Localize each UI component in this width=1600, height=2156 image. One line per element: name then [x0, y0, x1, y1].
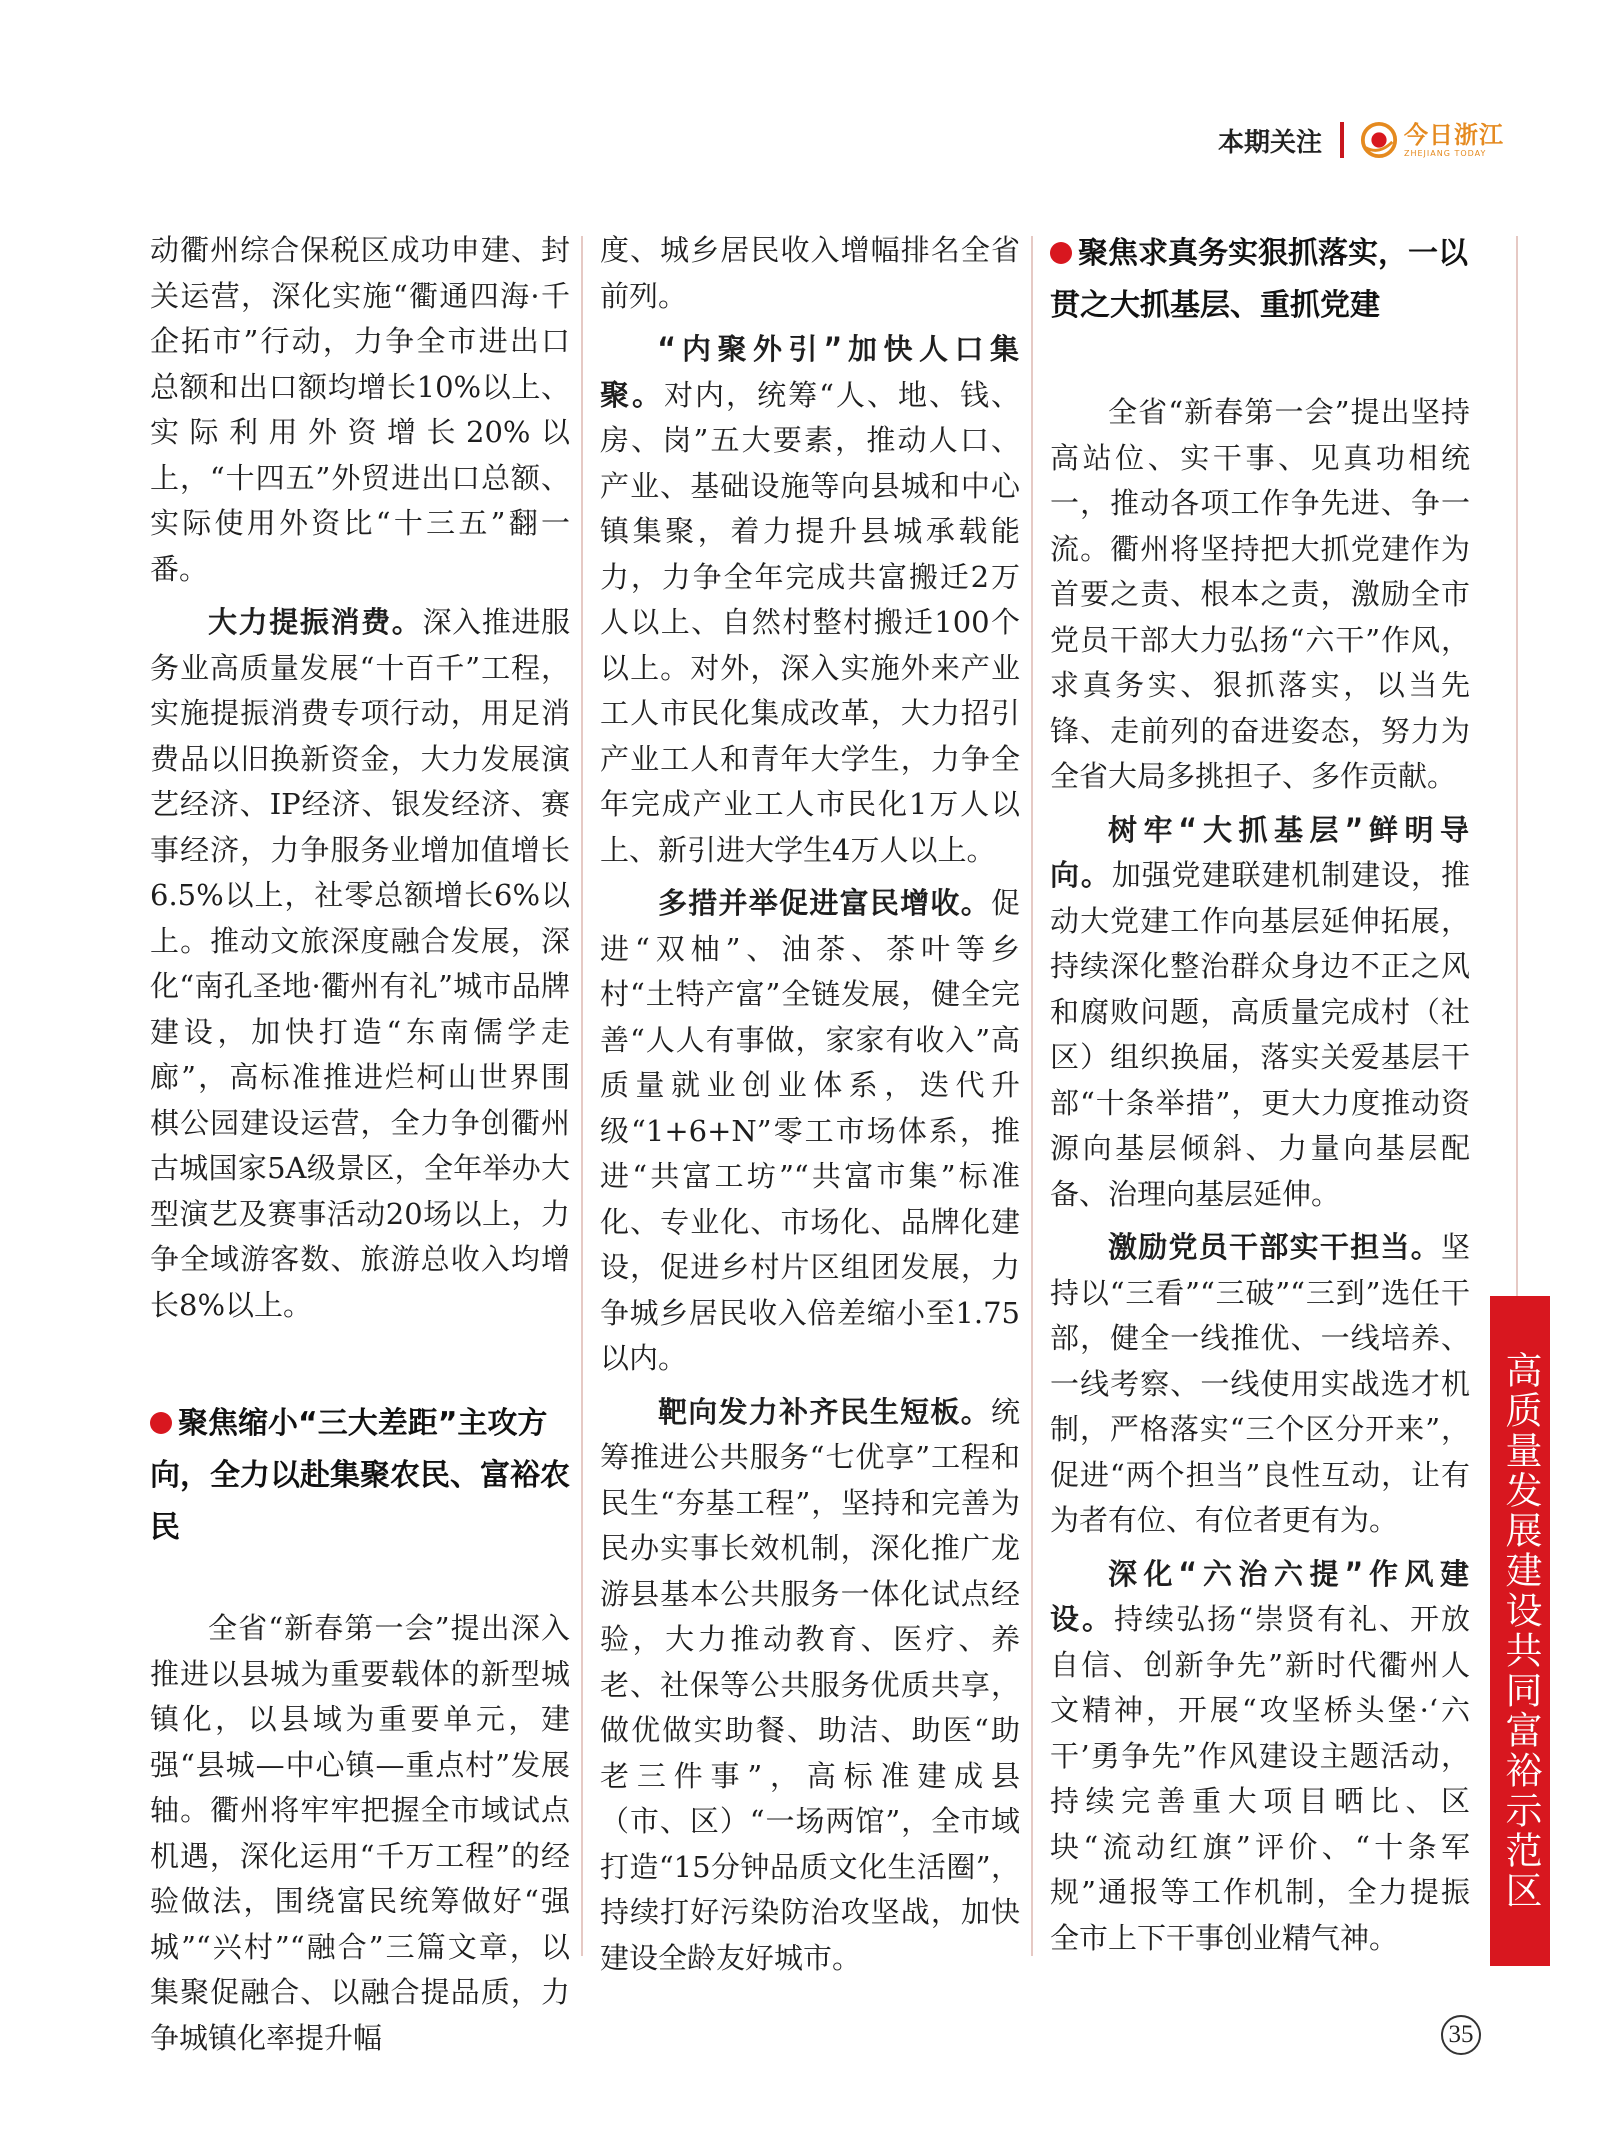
bullet-icon — [150, 1412, 172, 1434]
magazine-logo — [1360, 121, 1504, 159]
section-heading — [150, 1398, 570, 1554]
paragraph-body: 加强党建联建机制建设，推动大党建工作向基层延伸拓展，持续深化整治群众身边不正之风和腐败问题，高质量完成村（社区）组织换届，落实关爱基层干部“十条举措”，更大力度推动资源向基层倾斜、力量向基层配备、治理向基层延伸。 — [1050, 858, 1470, 1211]
paragraph: 动衢州综合保税区成功申建、封关运营，深化实施“衢通四海·千企拓市”行动，力争全市进出口总额和出口额均增长10%以上、实际利用外资增长20%以上，“十四五”外贸进出口总额、实际使用外资比“十三五”翻一番。 — [150, 233, 570, 586]
paragraph-body: 对内，统筹“人、地、钱、房、岗”五大要素，推动人口、产业、基础设施等向县城和中心镇集聚，着力提升县城承载能力，力争全年完成共富搬迁2万人以上、自然村整村搬迁100个以上。对外，深入实施外来产业工人市民化集成改革，大力招引产业工人和青年大学生，力争全年完成产业工人市民化1万人以上、新引进大学生4万人以上。 — [600, 377, 1020, 867]
paragraph-lead: “内聚外引”加快人口集聚。 — [600, 332, 1020, 412]
paragraph-body: 坚持以“三看”“三破”“三到”选任干部，健全一线推优、一线培养、一线考察、一线使用实战选才机制，严格落实“三个区分开来”，促进“两个担当”良性互动，让有为者有位、有位者更有为。 — [1050, 1230, 1470, 1537]
paragraph — [600, 327, 1020, 873]
paragraph — [1050, 1552, 1470, 1962]
logo-icon — [1360, 121, 1398, 159]
page-header — [1218, 112, 1504, 168]
logo-title: 今日浙江 — [1404, 120, 1504, 149]
logo-subtitle: ZHEJIANG TODAY — [1404, 148, 1487, 158]
column-divider — [581, 236, 583, 1956]
paragraph — [600, 1390, 1020, 1982]
paragraph-lead: 靶向发力补齐民生短板。 — [658, 1394, 991, 1429]
section-heading-text: 聚焦缩小“三大差距”主攻方向，全力以赴集聚农民、富裕农民 — [150, 1406, 570, 1545]
paragraph-body: 促进“双柚”、油茶、茶叶等乡村“土特产富”全链发展，健全完善“人人有事做，家家有收入”高质量就业创业体系，迭代升级“1+6+N”零工市场体系，推进“共富工坊”“共富市集”标准化、专业化、市场化、品牌化建设，促进乡村片区组团发展，力争城乡居民收入倍差缩小至1.75以内。 — [600, 886, 1020, 1375]
paragraph-body: 统筹推进公共服务“七优享”工程和民生“夯基工程”，坚持和完善为民办实事长效机制，深化推广龙游县基本公共服务一体化试点经验，大力推动教育、医疗、养老、社保等公共服务优质共享，做优做实助餐、助洁、助医“助老三件事”，高标准建成县（市、区）“一场两馆”，全市域打造“15分钟品质文化生活圈”，持续打好污染防治攻坚战，加快建设全龄友好城市。 — [600, 1394, 1020, 1975]
paragraph-lead: 深化“六治六提”作风建设。 — [1050, 1556, 1470, 1636]
paragraph-lead: 树牢“大抓基层”鲜明导向。 — [1050, 812, 1470, 892]
paragraph — [150, 600, 570, 1328]
column-divider — [1516, 236, 1518, 1296]
header-divider — [1340, 122, 1344, 158]
paragraph-lead: 激励党员干部实干担当。 — [1108, 1230, 1441, 1264]
article-column-2 — [600, 228, 1020, 1989]
side-tab-text: 高质量发展建设共同富裕示范区 — [1499, 1351, 1542, 1911]
section-side-tab — [1490, 1296, 1550, 1966]
section-heading — [1050, 228, 1470, 332]
paragraph-lead: 大力提振消费。 — [208, 605, 423, 639]
paragraph: 全省“新春第一会”提出深入推进以县城为重要载体的新型城镇化，以县域为重要单元，建强“县城—中心镇—重点村”发展轴。衢州将牢牢把握全市域试点机遇，深化运用“千万工程”的经验做法，围绕富民统筹做好“强城”“兴村”“融合”三篇文章，以集聚促融合、以融合提品质，力争城镇化率提升幅 — [150, 1611, 570, 2055]
column-divider — [1031, 236, 1033, 1956]
paragraph — [1050, 808, 1470, 1218]
paragraph — [600, 881, 1020, 1382]
article-column-3 — [1050, 228, 1470, 1969]
paragraph-body: 深入推进服务业高质量发展“十百千”工程，实施提振消费专项行动，用足消费品以旧换新资金，大力发展演艺经济、IP经济、银发经济、赛事经济，力争服务业增加值增长6.5%以上，社零总额增长6%以上。推动文旅深度融合发展，深化“南孔圣地·衢州有礼”城市品牌建设，加快打造“东南儒学走廊”，高标准推进烂柯山世界围棋公园建设运营，全力争创衢州古城国家5A级景区，全年举办大型演艺及赛事活动20场以上，力争全域游客数、旅游总收入均增长8%以上。 — [150, 605, 570, 1322]
paragraph-lead: 多措并举促进富民增收。 — [658, 886, 991, 920]
paragraph-body: 持续弘扬“崇贤有礼、开放自信、创新争先”新时代衢州人文精神，开展“攻坚桥头堡·‘六干’勇争先”作风建设主题活动，持续完善重大项目晒比、区块“流动红旗”评价、“十条军规”通报等工作机制，全力提振全市上下干事创业精气神。 — [1050, 1602, 1470, 1955]
paragraph — [1050, 1225, 1470, 1544]
section-heading-text: 聚焦求真务实狠抓落实，一以贯之大抓基层、重抓党建 — [1050, 236, 1468, 323]
bullet-icon — [1050, 242, 1072, 264]
paragraph: 全省“新春第一会”提出坚持高站位、实干事、见真功相统一，推动各项工作争先进、争一流。衢州将坚持把大抓党建作为首要之责、根本之责，激励全市党员干部大力弘扬“六干”作风，求真务实、狠抓落实，以当先锋、走前列的奋进姿态，努力为全省大局多挑担子、多作贡献。 — [1050, 395, 1470, 793]
paragraph: 度、城乡居民收入增幅排名全省前列。 — [600, 233, 1020, 313]
page-number: 35 — [1441, 2015, 1481, 2055]
section-label: 本期关注 — [1217, 127, 1322, 158]
article-column-1 — [150, 228, 570, 2069]
